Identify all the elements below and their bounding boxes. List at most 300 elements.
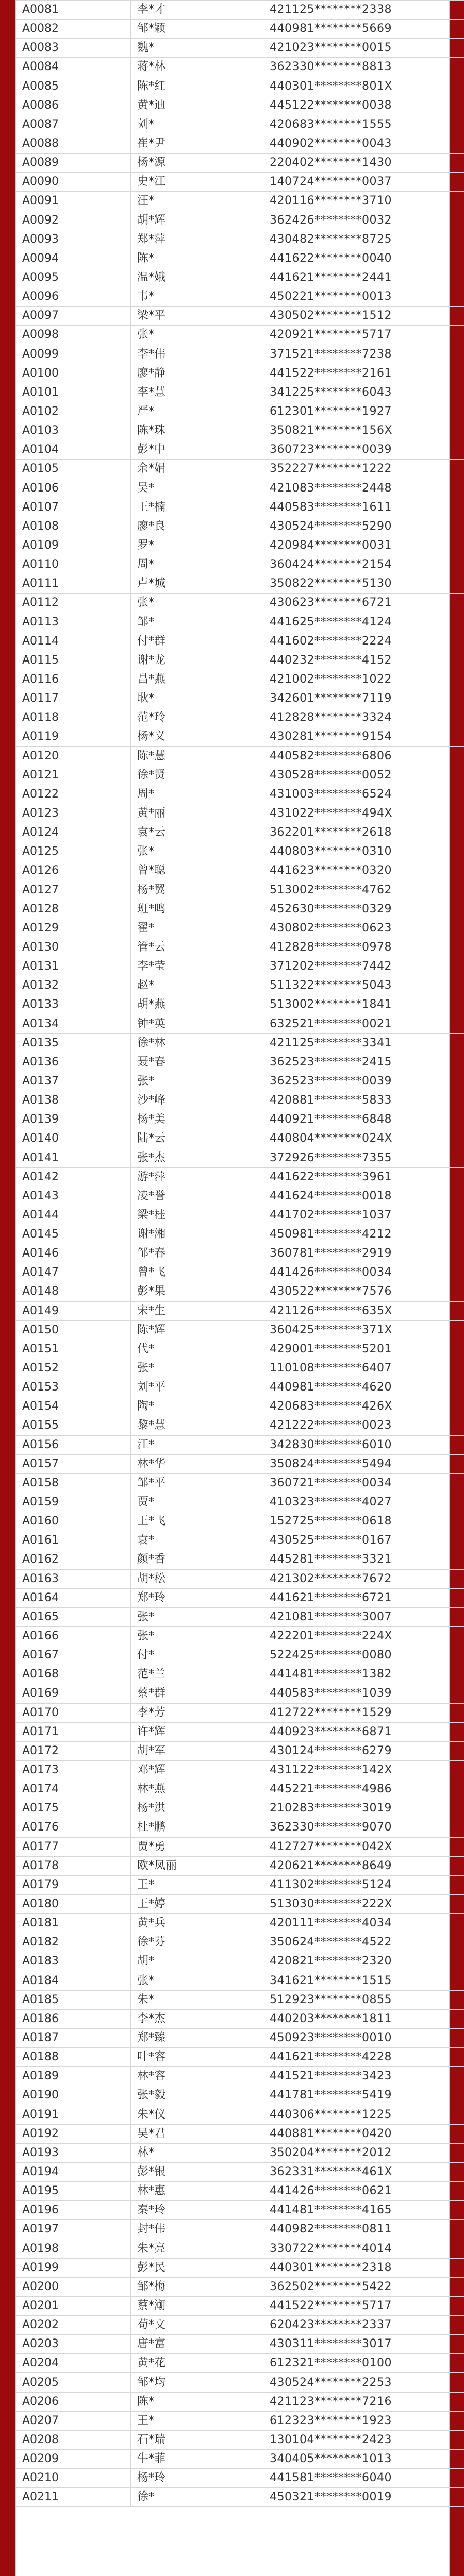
row-id-cell: A0172 [16,1741,131,1760]
row-id-cell: A0161 [16,1531,131,1550]
table-row [16,2220,464,2239]
row-id-cell: A0153 [16,1378,131,1397]
row-id-cell: A0206 [16,2392,131,2411]
row-id-number-cell: 412727********042X [220,1837,464,1856]
row-id-number-cell: 612301********1927 [220,402,464,421]
table-row [16,307,464,326]
row-id-number-cell: 362523********2415 [220,1053,464,1072]
row-id-cell: A0194 [16,2162,131,2181]
row-id-cell: A0091 [16,192,131,211]
table-row [16,1072,464,1091]
table-row [16,1244,464,1263]
row-name-cell: 林*惠 [131,2182,220,2201]
row-name-cell: 蔡*群 [131,1684,220,1703]
roster-table [16,0,464,2507]
row-id-number-cell: 513002********4762 [220,880,464,900]
row-name-cell: 崔*尹 [131,134,220,153]
row-id-number-cell: 522425********0080 [220,1646,464,1665]
table-row [16,383,464,402]
row-name-cell: 梁*桂 [131,1206,220,1225]
row-id-cell: A0148 [16,1282,131,1301]
row-id-number-cell: 440804********024X [220,1129,464,1148]
table-row [16,2335,464,2354]
row-name-cell: 张* [131,326,220,345]
row-id-number-cell: 420111********4034 [220,1914,464,1933]
row-name-cell: 张* [131,1072,220,1091]
row-id-number-cell: 450981********4212 [220,1225,464,1244]
row-id-number-cell: 441781********5419 [220,2086,464,2105]
table-row [16,2105,464,2124]
row-name-cell: 欧*凤丽 [131,1856,220,1875]
row-id-number-cell: 420881********5833 [220,1091,464,1110]
row-id-number-cell: 340405********1013 [220,2450,464,2469]
row-name-cell: 范*兰 [131,1665,220,1684]
table-row [16,555,464,574]
table-row [16,364,464,383]
row-name-cell: 陈* [131,249,220,268]
row-id-cell: A0132 [16,976,131,995]
row-id-number-cell: 440902********0043 [220,134,464,153]
row-id-cell: A0159 [16,1493,131,1512]
row-id-number-cell: 440306********1225 [220,2105,464,2124]
row-id-number-cell: 371521********7238 [220,345,464,364]
row-name-cell: 蔡*潮 [131,2296,220,2315]
row-id-number-cell: 360721********0034 [220,1473,464,1493]
row-name-cell: 邹*颖 [131,20,220,39]
row-id-cell: A0205 [16,2373,131,2392]
table-row [16,96,464,115]
row-name-cell: 游*萍 [131,1167,220,1187]
row-name-cell: 林*华 [131,1454,220,1473]
row-name-cell: 王*飞 [131,1512,220,1531]
table-row [16,1435,464,1454]
row-id-cell: A0155 [16,1416,131,1435]
row-id-number-cell: 440582********6806 [220,747,464,766]
table-row [16,880,464,900]
row-id-cell: A0121 [16,766,131,785]
table-row [16,1569,464,1588]
table-row [16,2258,464,2277]
row-id-number-cell: 430525********0167 [220,1531,464,1550]
row-id-number-cell: 445221********4986 [220,1780,464,1799]
row-name-cell: 卢*城 [131,574,220,594]
row-id-number-cell: 342601********7119 [220,689,464,708]
row-id-cell: A0208 [16,2430,131,2449]
row-name-cell: 吴*君 [131,2124,220,2143]
row-name-cell: 李*慧 [131,383,220,402]
row-id-cell: A0115 [16,651,131,670]
row-id-cell: A0138 [16,1091,131,1110]
table-row [16,2182,464,2201]
row-id-number-cell: 352227********1222 [220,460,464,479]
row-name-cell: 彭*中 [131,440,220,460]
row-id-number-cell: 412828********0978 [220,938,464,957]
row-name-cell: 温*娥 [131,268,220,287]
row-id-number-cell: 430524********5290 [220,517,464,536]
row-name-cell: 李*莹 [131,957,220,976]
row-id-cell: A0149 [16,1301,131,1320]
row-name-cell: 徐*贤 [131,766,220,785]
row-id-number-cell: 362330********9070 [220,1818,464,1837]
row-id-cell: A0146 [16,1244,131,1263]
table-row [16,2162,464,2181]
row-id-cell: A0120 [16,747,131,766]
row-name-cell: 黄*花 [131,2354,220,2373]
row-id-cell: A0102 [16,402,131,421]
row-name-cell: 朱*仪 [131,2105,220,2124]
row-id-cell: A0166 [16,1626,131,1646]
row-id-number-cell: 440881********0420 [220,2124,464,2143]
row-name-cell: 廖*良 [131,517,220,536]
table-row [16,58,464,77]
row-id-cell: A0181 [16,1914,131,1933]
row-id-number-cell: 341225********6043 [220,383,464,402]
row-id-cell: A0137 [16,1072,131,1091]
row-id-number-cell: 360723********0039 [220,440,464,460]
row-name-cell: 邹*梅 [131,2277,220,2296]
table-row [16,249,464,268]
row-id-number-cell: 420984********0031 [220,536,464,555]
row-name-cell: 代* [131,1340,220,1359]
row-id-cell: A0158 [16,1473,131,1493]
row-id-cell: A0130 [16,938,131,957]
row-id-number-cell: 440923********6871 [220,1722,464,1741]
table-row [16,1416,464,1435]
table-row [16,1206,464,1225]
row-id-cell: A0087 [16,115,131,134]
row-name-cell: 石*瑞 [131,2430,220,2449]
table-row [16,2048,464,2067]
row-name-cell: 封*伟 [131,2220,220,2239]
row-id-number-cell: 350824********5494 [220,1454,464,1473]
row-id-cell: A0150 [16,1320,131,1340]
row-id-number-cell: 441426********0034 [220,1263,464,1282]
row-id-number-cell: 421123********7216 [220,2392,464,2411]
row-id-number-cell: 430311********3017 [220,2335,464,2354]
row-id-number-cell: 342830********6010 [220,1435,464,1454]
row-name-cell: 陈*珠 [131,421,220,440]
row-name-cell: 聂*春 [131,1053,220,1072]
row-name-cell: 胡* [131,1952,220,1971]
row-name-cell: 罗* [131,536,220,555]
table-row [16,1952,464,1971]
row-name-cell: 林*容 [131,2067,220,2086]
row-id-number-cell: 450923********0010 [220,2028,464,2047]
row-id-number-cell: 362331********461X [220,2162,464,2181]
row-name-cell: 陈*辉 [131,1320,220,1340]
table-row [16,1607,464,1626]
row-id-number-cell: 431022********494X [220,804,464,823]
table-row [16,211,464,230]
table-row [16,1531,464,1550]
row-id-number-cell: 421126********635X [220,1301,464,1320]
row-id-number-cell: 450321********0019 [220,2488,464,2507]
row-name-cell: 张*毅 [131,2086,220,2105]
table-row [16,2009,464,2028]
row-id-number-cell: 152725********0618 [220,1512,464,1531]
table-row [16,804,464,823]
row-id-number-cell: 421023********0015 [220,39,464,58]
row-id-number-cell: 210283********3019 [220,1799,464,1818]
row-name-cell: 翟* [131,919,220,938]
row-id-cell: A0126 [16,861,131,880]
roster-table-body [16,1,464,2507]
row-id-number-cell: 441622********3961 [220,1167,464,1187]
table-row [16,1837,464,1856]
table-row [16,2354,464,2373]
row-name-cell: 刘* [131,115,220,134]
table-row [16,230,464,249]
row-name-cell: 杨*义 [131,727,220,747]
row-id-cell: A0198 [16,2239,131,2258]
row-name-cell: 牛*菲 [131,2450,220,2469]
row-name-cell: 张*杰 [131,1148,220,1167]
table-row [16,1340,464,1359]
row-id-number-cell: 440301********801X [220,77,464,96]
table-row [16,747,464,766]
row-id-cell: A0174 [16,1780,131,1799]
table-row [16,1512,464,1531]
row-id-cell: A0178 [16,1856,131,1875]
row-name-cell: 贾*勇 [131,1837,220,1856]
row-id-number-cell: 421081********3007 [220,1607,464,1626]
table-row [16,1971,464,1990]
row-id-number-cell: 220402********1430 [220,154,464,173]
row-id-cell: A0117 [16,689,131,708]
table-row [16,1799,464,1818]
row-id-number-cell: 441621********2441 [220,268,464,287]
row-id-number-cell: 420683********1555 [220,115,464,134]
row-id-number-cell: 441621********6721 [220,1588,464,1607]
table-row [16,1454,464,1473]
table-row [16,1301,464,1320]
row-id-cell: A0170 [16,1703,131,1722]
row-id-number-cell: 421125********3341 [220,1033,464,1053]
row-name-cell: 周* [131,785,220,804]
row-id-cell: A0108 [16,517,131,536]
row-id-cell: A0128 [16,900,131,919]
table-row [16,1320,464,1340]
table-row [16,1665,464,1684]
table-row [16,39,464,58]
row-id-cell: A0094 [16,249,131,268]
row-id-number-cell: 431122********142X [220,1760,464,1780]
row-name-cell: 杨*源 [131,154,220,173]
row-id-cell: A0139 [16,1110,131,1129]
row-name-cell: 彭*民 [131,2258,220,2277]
row-id-cell: A0182 [16,1933,131,1952]
row-id-cell: A0185 [16,1990,131,2009]
row-id-cell: A0142 [16,1167,131,1187]
row-id-number-cell: 445122********0038 [220,96,464,115]
row-id-cell: A0184 [16,1971,131,1990]
row-name-cell: 严* [131,402,220,421]
row-id-number-cell: 441522********2161 [220,364,464,383]
row-id-cell: A0088 [16,134,131,153]
table-row [16,77,464,96]
table-row [16,154,464,173]
row-id-number-cell: 372926********7355 [220,1148,464,1167]
table-row [16,1760,464,1780]
row-id-cell: A0099 [16,345,131,364]
row-id-cell: A0085 [16,77,131,96]
row-id-number-cell: 445281********3321 [220,1550,464,1569]
table-row [16,2392,464,2411]
row-id-number-cell: 612323********1923 [220,2411,464,2430]
row-name-cell: 胡*松 [131,1569,220,1588]
row-name-cell: 李*杰 [131,2009,220,2028]
row-id-number-cell: 140724********0037 [220,173,464,192]
row-id-cell: A0154 [16,1397,131,1416]
table-row [16,517,464,536]
row-name-cell: 钟*英 [131,1014,220,1033]
row-id-cell: A0179 [16,1875,131,1894]
row-name-cell: 杜*鹏 [131,1818,220,1837]
table-row [16,1914,464,1933]
row-id-cell: A0092 [16,211,131,230]
row-id-cell: A0180 [16,1894,131,1913]
row-name-cell: 付*群 [131,632,220,651]
row-name-cell: 张* [131,1971,220,1990]
row-id-number-cell: 420921********5717 [220,326,464,345]
row-id-number-cell: 430524********2253 [220,2373,464,2392]
row-name-cell: 颜*香 [131,1550,220,1569]
row-id-number-cell: 330722********4014 [220,2239,464,2258]
row-id-number-cell: 440803********0310 [220,842,464,861]
row-name-cell: 叶*容 [131,2048,220,2067]
row-id-cell: A0124 [16,823,131,842]
row-id-number-cell: 441522********5717 [220,2296,464,2315]
table-row [16,1167,464,1187]
row-name-cell: 刘*平 [131,1378,220,1397]
table-row [16,1626,464,1646]
row-id-cell: A0127 [16,880,131,900]
row-name-cell: 付* [131,1646,220,1665]
row-name-cell: 彭*果 [131,1282,220,1301]
row-id-cell: A0100 [16,364,131,383]
table-row [16,192,464,211]
row-id-number-cell: 441481********1382 [220,1665,464,1684]
row-id-number-cell: 440583********1611 [220,498,464,517]
row-id-cell: A0157 [16,1454,131,1473]
table-row [16,440,464,460]
table-row [16,2067,464,2086]
row-id-number-cell: 420116********3710 [220,192,464,211]
row-id-number-cell: 441622********0040 [220,249,464,268]
row-name-cell: 朱*亮 [131,2239,220,2258]
table-row [16,1780,464,1799]
table-row [16,670,464,689]
row-id-cell: A0203 [16,2335,131,2354]
row-name-cell: 徐* [131,2488,220,2507]
row-id-cell: A0192 [16,2124,131,2143]
row-name-cell: 唐*富 [131,2335,220,2354]
table-row [16,1148,464,1167]
row-id-number-cell: 430522********7576 [220,1282,464,1301]
row-name-cell: 宋*生 [131,1301,220,1320]
row-id-number-cell: 412828********3324 [220,708,464,727]
row-id-cell: A0105 [16,460,131,479]
row-id-number-cell: 441702********1037 [220,1206,464,1225]
row-id-number-cell: 441581********6040 [220,2469,464,2488]
row-id-number-cell: 430502********1512 [220,307,464,326]
row-id-number-cell: 350624********4522 [220,1933,464,1952]
table-row [16,823,464,842]
row-id-cell: A0097 [16,307,131,326]
table-row [16,1894,464,1913]
row-name-cell: 陈*慧 [131,747,220,766]
table-row [16,2488,464,2507]
row-id-cell: A0210 [16,2469,131,2488]
table-row [16,1933,464,1952]
row-name-cell: 秦*玲 [131,2201,220,2220]
row-id-number-cell: 430482********8725 [220,230,464,249]
row-name-cell: 胡*辉 [131,211,220,230]
row-id-cell: A0106 [16,479,131,498]
table-row [16,1550,464,1569]
row-id-cell: A0164 [16,1588,131,1607]
row-name-cell: 郑*臻 [131,2028,220,2047]
table-row [16,689,464,708]
row-name-cell: 廖*静 [131,364,220,383]
row-id-number-cell: 371202********7442 [220,957,464,976]
row-name-cell: 林*燕 [131,1780,220,1799]
row-id-number-cell: 362426********0032 [220,211,464,230]
table-row [16,1053,464,1072]
row-name-cell: 陶* [131,1397,220,1416]
table-row [16,402,464,421]
row-id-cell: A0111 [16,574,131,594]
table-row [16,1378,464,1397]
row-id-number-cell: 441426********0621 [220,2182,464,2201]
table-row [16,919,464,938]
row-id-cell: A0191 [16,2105,131,2124]
row-id-cell: A0171 [16,1722,131,1741]
roster-sheet [15,0,450,2576]
row-name-cell: 曾*飞 [131,1263,220,1282]
table-row [16,1473,464,1493]
row-id-number-cell: 512923********0855 [220,1990,464,2009]
table-row [16,976,464,995]
row-name-cell: 梁*平 [131,307,220,326]
row-name-cell: 范*玲 [131,708,220,727]
row-id-cell: A0136 [16,1053,131,1072]
table-row [16,1033,464,1053]
row-id-cell: A0090 [16,173,131,192]
row-name-cell: 彭*银 [131,2162,220,2181]
row-name-cell: 余*娟 [131,460,220,479]
row-name-cell: 许*辉 [131,1722,220,1741]
row-name-cell: 史*江 [131,173,220,192]
row-id-number-cell: 441621********4228 [220,2048,464,2067]
table-row [16,2316,464,2335]
row-id-number-cell: 612321********0100 [220,2354,464,2373]
row-id-number-cell: 440921********6848 [220,1110,464,1129]
row-name-cell: 张* [131,1359,220,1378]
row-name-cell: 黄*丽 [131,804,220,823]
row-id-number-cell: 430802********0623 [220,919,464,938]
row-id-cell: A0114 [16,632,131,651]
table-row [16,1187,464,1206]
row-id-number-cell: 421125********2338 [220,1,464,20]
row-name-cell: 李*才 [131,1,220,20]
table-row [16,115,464,134]
table-row [16,1703,464,1722]
row-id-cell: A0131 [16,957,131,976]
row-id-cell: A0197 [16,2220,131,2239]
row-id-cell: A0089 [16,154,131,173]
row-id-number-cell: 362330********8813 [220,58,464,77]
